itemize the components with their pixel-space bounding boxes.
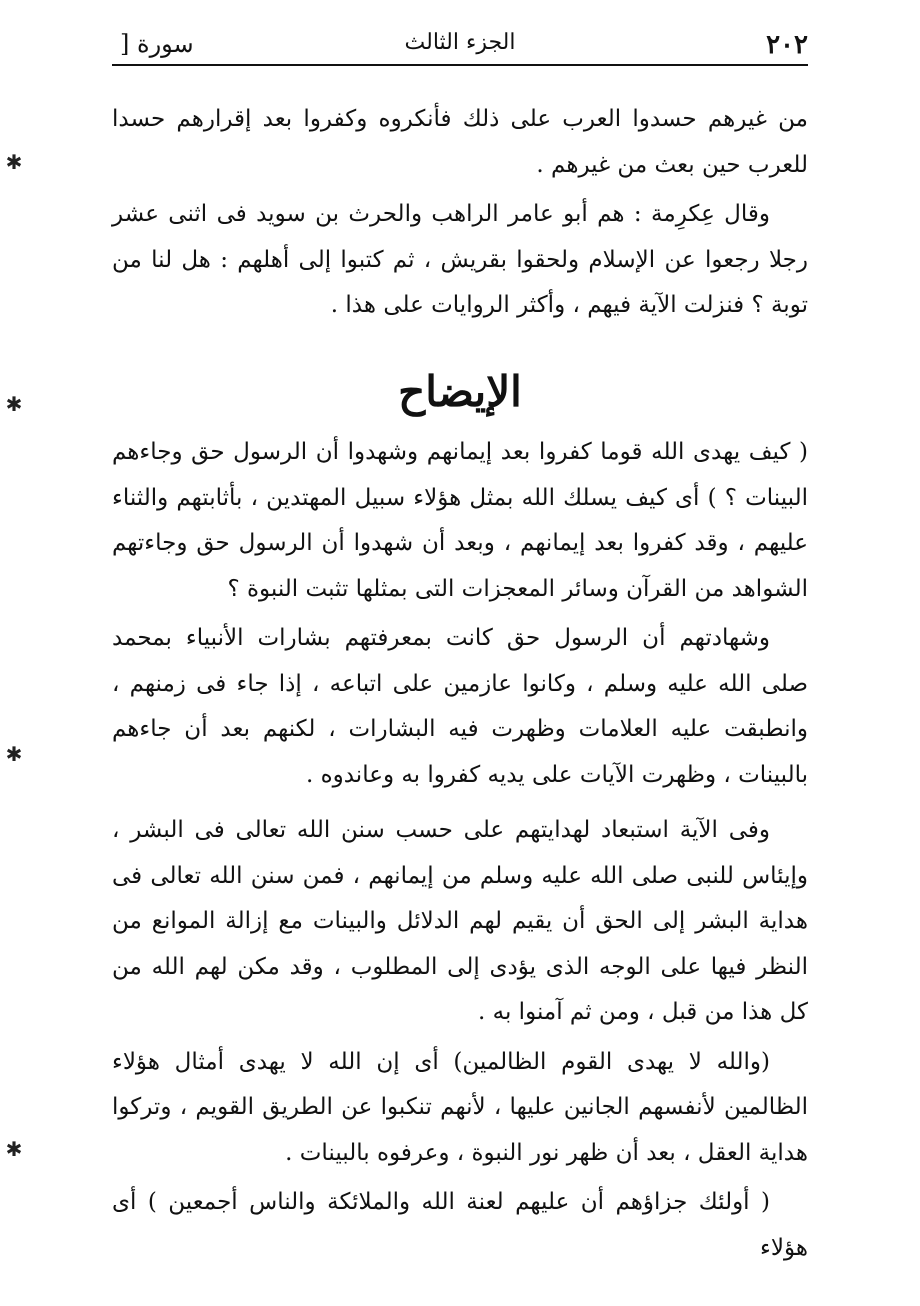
margin-ornament-icon: ✱	[5, 150, 23, 174]
margin-ornament-icon: ✱	[5, 392, 23, 416]
page-number: ٢٠٢	[766, 30, 808, 60]
paragraph: ( أولئك جزاؤهم أن عليهم لعنة الله والملائكة والناس أجمعين ) أى هؤلاء	[112, 1189, 808, 1261]
section-heading: الإيضاح	[398, 367, 522, 416]
margin-ornament-icon: ✱	[5, 742, 23, 766]
text-block-intro	[112, 97, 808, 329]
running-header	[112, 24, 808, 68]
margin-ornament-icon: ✱	[5, 1137, 23, 1161]
paragraph: (والله لا يهدى القوم الظالمين) أى إن الله لا يهدى أمثال هؤلاء الظالمين لأنفسهم الجانين عليها ، لأنهم تنكبوا عن الطريق القويم ، وتركوا هداية العقل ، بعد أن ظهر نور النبوة ، وعرفوه بالبينات .	[112, 1048, 808, 1166]
part-title: الجزء الثالث	[404, 30, 516, 55]
surah-label: سورة [	[120, 30, 194, 58]
paragraph: وشهادتهم أن الرسول حق كانت بمعرفتهم بشارات الأنبياء بمحمد صلى الله عليه وسلم ، وكانوا عازمين على اتباعه ، إذا جاء فى زمنهم ، وانطبقت عليه العلامات وظهرت فيه البشارات ، لكنهم بعد أن جاءهم بالبينات ، وظهرت الآيات على يديه كفروا به وعاندوه .	[112, 625, 808, 788]
paragraph: وفى الآية استبعاد لهدايتهم على حسب سنن الله تعالى فى البشر ، وإيئاس للنبى صلى الله عليه وسلم من إيمانهم ، فمن سنن الله تعالى فى هداية البشر إلى الحق أن يقيم لهم الدلائل والبينات مع إزالة الموانع من النظر فيها على الوجه الذى يؤدى إلى المطلوب ، وقد مكن لهم الله من كل هذا من قبل ، ومن ثم آمنوا به .	[112, 817, 808, 1025]
paragraph: وقال عِكرِمة : هم أبو عامر الراهب والحرث بن سويد فى اثنى عشر رجلا رجعوا عن الإسلام ولحقوا بقريش ، ثم كتبوا إلى أهلهم : هل لنا من توبة ؟ فنزلت الآية فيهم ، وأكثر الروايات على هذا .	[112, 201, 808, 318]
paragraph: ( كيف يهدى الله قوما كفروا بعد إيمانهم وشهدوا أن الرسول حق وجاءهم البينات ؟ ) أى كيف يسلك الله بمثل هؤلاء سبيل المهتدين ، بأثابتهم والثناء عليهم ، وقد كفروا بعد إيمانهم ، وبعد أن شهدوا أن الرسول حق وجاءتهم الشواهد من القرآن وسائر المعجزات التى بمثلها تثبت النبوة ؟	[112, 439, 808, 602]
text-block-explanation	[112, 430, 808, 1271]
paragraph: من غيرهم حسدوا العرب على ذلك فأنكروه وكفروا بعد إقرارهم حسدا للعرب حين بعث من غيرهم .	[112, 106, 808, 178]
header-rule	[112, 64, 808, 66]
